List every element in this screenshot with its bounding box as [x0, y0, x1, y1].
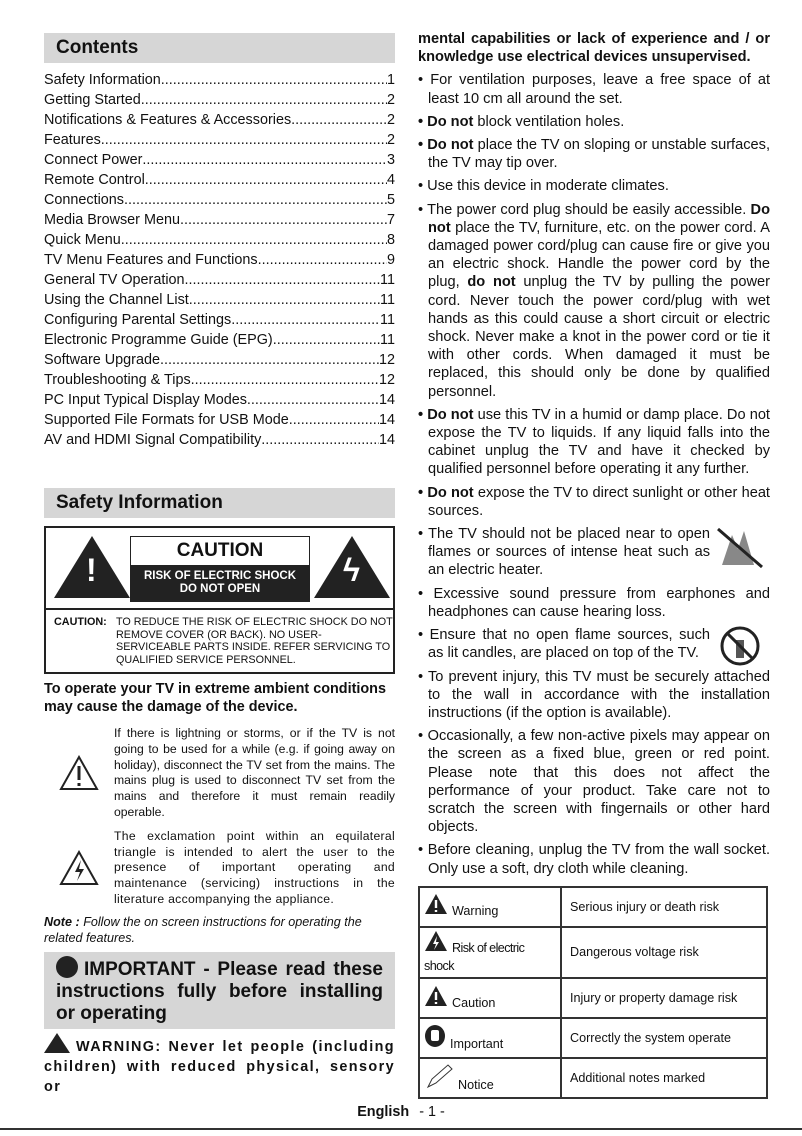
legend-label: Notice	[458, 1077, 494, 1092]
warning-icon	[44, 1033, 70, 1053]
no-candle-icon	[710, 626, 770, 667]
toc-label: Software Upgrade	[44, 352, 160, 368]
toc-entry[interactable]	[44, 270, 395, 290]
toc-label: Notifications & Features & Accessories	[44, 112, 292, 128]
extreme-conditions-text: To operate your TV in extreme ambient conditions may cause the damage of the device.	[44, 681, 386, 715]
paragraph: • Occasionally, a few non-active pixels may appear on the screen as a fixed blue, green or red point. Please note that this does not affect the performance of your product. Take care not to scratch the screen with fingernails or other hard objects.	[418, 728, 770, 836]
paragraph: • Ensure that no open flame sources, such as lit candles, are placed on top of the TV.	[418, 627, 710, 662]
toc-leader	[121, 230, 387, 250]
exclamation-paragraph: The exclamation point within an equilateral triangle is intended to alert the user to the presence of important operating and maintenance (servicing) instructions in the literature accompanying the appliance.	[114, 828, 395, 906]
toc-leader	[124, 190, 387, 210]
toc-entry[interactable]	[44, 230, 395, 250]
legend-label: Risk of electric shock	[424, 940, 525, 973]
legend-description: Serious injury or death risk	[561, 887, 767, 927]
toc-label: Media Browser Menu	[44, 212, 180, 228]
legend-description: Dangerous voltage risk	[561, 927, 767, 978]
caution-icon	[424, 985, 448, 1012]
toc-entry[interactable]	[44, 290, 395, 310]
legend-description: Injury or property damage risk	[561, 978, 767, 1018]
legend-row	[419, 927, 767, 978]
toc-page: 7	[386, 212, 395, 228]
caution-label-box	[44, 526, 395, 674]
important-heading	[44, 952, 395, 1029]
toc-page: 3	[386, 152, 395, 168]
toc-page: 14	[378, 412, 395, 428]
toc-entry[interactable]	[44, 90, 395, 110]
paragraph: • Before cleaning, unplug the TV from the wall socket. Only use a soft, dry cloth while cleaning.	[418, 842, 770, 877]
toc-page: 12	[378, 372, 395, 388]
exclamation-triangle-icon	[44, 726, 114, 821]
paragraph: • Excessive sound pressure from earphones and headphones can cause hearing loss.	[418, 585, 770, 620]
toc-leader	[273, 330, 380, 350]
toc-page: 9	[386, 252, 395, 268]
warning-text: WARNING: Never let people (including children) with reduced physical, sensory or	[44, 1038, 395, 1095]
caution-sub2: DO NOT OPEN	[179, 583, 261, 595]
warning-icon	[424, 893, 448, 920]
toc-label: Features	[44, 132, 101, 148]
exclamation-triangle-icon: !	[54, 536, 130, 598]
bottom-divider	[0, 1128, 802, 1130]
toc-entry[interactable]	[44, 410, 395, 430]
toc-leader	[247, 390, 379, 410]
toc-label: Safety Information	[44, 72, 161, 88]
lightning-triangle-icon: ϟ	[314, 536, 390, 598]
right-column	[418, 30, 770, 1099]
safety-heading: Safety Information	[44, 488, 395, 518]
no-fire-icon	[710, 525, 770, 585]
toc-leader	[261, 430, 379, 450]
toc-page: 5	[386, 192, 395, 208]
pencil-icon	[424, 1063, 454, 1094]
toc-leader	[291, 110, 387, 130]
toc-label: PC Input Typical Display Modes	[44, 392, 247, 408]
toc-page: 2	[386, 112, 395, 128]
toc-leader	[145, 170, 387, 190]
caution-title: CAUTION	[176, 540, 264, 561]
legend-description: Correctly the system operate	[561, 1018, 767, 1058]
toc-leader	[231, 310, 380, 330]
toc-label: Supported File Formats for USB Mode	[44, 412, 289, 428]
toc-leader	[142, 150, 387, 170]
toc-leader	[141, 90, 387, 110]
toc-leader	[189, 290, 380, 310]
toc-page: 4	[386, 172, 395, 188]
important-text: IMPORTANT - Please read these instructions fully before installing or operating	[56, 958, 383, 1024]
toc-label: Troubleshooting & Tips	[44, 372, 191, 388]
toc-page: 14	[378, 432, 395, 448]
toc-label: Getting Started	[44, 92, 141, 108]
toc-leader	[258, 250, 387, 270]
symbol-legend-table	[418, 886, 768, 1099]
toc-entry[interactable]	[44, 70, 395, 90]
footer-language: English	[357, 1104, 410, 1120]
paragraph: • Use this device in moderate climates.	[418, 178, 669, 195]
caution-text: TO REDUCE THE RISK OF ELECTRIC SHOCK DO NOT REMOVE COVER (OR BACK). NO USER-SERVICEABLE PARTS INSIDE. REFER SERVICING TO QUALIFIED SERVICE PERSONNEL.	[116, 616, 393, 666]
toc-entry[interactable]	[44, 110, 395, 130]
toc-entry[interactable]	[44, 430, 395, 450]
toc-label: AV and HDMI Signal Compatibility	[44, 432, 262, 448]
left-column	[44, 33, 395, 1097]
toc-label: Using the Channel List	[44, 292, 189, 308]
toc-leader	[191, 370, 379, 390]
legend-description: Additional notes marked	[561, 1058, 767, 1098]
electric-shock-icon	[424, 930, 448, 957]
toc-entry[interactable]	[44, 370, 395, 390]
page-number: - 1 -	[419, 1104, 445, 1120]
toc-page: 11	[380, 332, 395, 348]
paragraph: • The power cord plug should be easily accessible. Do not place the TV, furniture, etc. on the power cord. A damaged power cord/plug can cause fire or give you an electric shock. Handle the power cord by the plug, do not unplug the TV by pulling the power cord. Never touch the power cord/plug with wet hands as this could cause a short circuit or electric shock. Never make a knot in the power cord or tie it with other cords. When damaged it must be replaced, this should only be done by qualified personnel.	[418, 201, 770, 400]
toc-page: 14	[378, 392, 395, 408]
toc-page: 11	[380, 272, 395, 288]
legend-row	[419, 887, 767, 927]
paragraph: • Do not place the TV on sloping or unstable surfaces, the TV may tip over.	[418, 137, 770, 172]
toc-page: 1	[386, 72, 395, 88]
hand-icon	[56, 956, 78, 978]
toc-entry[interactable]	[44, 390, 395, 410]
paragraph: • For ventilation purposes, leave a free space of at least 10 cm all around the set.	[418, 72, 770, 107]
toc-leader	[185, 270, 381, 290]
toc-entry[interactable]	[44, 190, 395, 210]
legend-label: Caution	[452, 995, 496, 1010]
toc-entry[interactable]	[44, 150, 395, 170]
table-of-contents	[44, 70, 395, 450]
caution-label: CAUTION:	[54, 616, 107, 628]
lightning-paragraph: If there is lightning or storms, or if the TV is not going to be used for a while (e.g. if going away on holiday), disconnect the TV set from the mains. The mains plug is used to disconnect TV set from the mains and therefore it must remain readily operable.	[114, 726, 395, 819]
toc-leader	[161, 70, 387, 90]
toc-entry[interactable]	[44, 130, 395, 150]
toc-leader	[180, 210, 387, 230]
caution-sub1: RISK OF ELECTRIC SHOCK	[143, 570, 297, 582]
toc-label: Quick Menu	[44, 232, 121, 248]
toc-page: 12	[378, 352, 395, 368]
toc-page: 2	[386, 92, 395, 108]
legend-row	[419, 1058, 767, 1098]
hand-icon	[424, 1024, 446, 1053]
toc-entry[interactable]	[44, 330, 395, 350]
lightning-triangle-icon	[44, 829, 114, 908]
paragraph: • The TV should not be placed near to open flames or sources of intense heat such as an electric heater.	[418, 526, 710, 579]
toc-label: Remote Control	[44, 172, 145, 188]
legend-label: Important	[450, 1036, 504, 1051]
toc-label: Electronic Programme Guide (EPG)	[44, 332, 273, 348]
toc-leader	[289, 410, 379, 430]
toc-page: 11	[380, 292, 395, 308]
toc-entry[interactable]	[44, 170, 395, 190]
toc-label: Connect Power	[44, 152, 143, 168]
note-text: Follow the on screen instructions for operating the related features.	[44, 914, 362, 945]
paragraph: • To prevent injury, this TV must be securely attached to the wall in accordance with the installation instructions (if the option is available).	[418, 668, 770, 721]
toc-leader	[101, 130, 387, 150]
legend-label: Warning	[452, 904, 499, 919]
toc-leader	[160, 350, 379, 370]
legend-row	[419, 1018, 767, 1058]
toc-label: TV Menu Features and Functions	[44, 252, 258, 268]
contents-heading: Contents	[44, 33, 395, 63]
note-label: Note :	[44, 914, 80, 929]
toc-label: Connections	[44, 192, 124, 208]
footer	[0, 1104, 802, 1121]
toc-page: 11	[380, 312, 395, 328]
paragraph: • Do not use this TV in a humid or damp place. Do not expose the TV to liquids. If any liquid falls into the cabinet unplug the TV and have it checked by qualified personnel before operating it any further.	[418, 406, 770, 478]
paragraph: • Do not block ventilation holes.	[418, 113, 625, 130]
paragraph: mental capabilities or lack of experience and / or knowledge use electrical devices unsupervised.	[418, 31, 770, 66]
toc-entry[interactable]	[44, 210, 395, 230]
paragraph: • Do not expose the TV to direct sunlight or other heat sources.	[418, 484, 770, 519]
toc-label: Configuring Parental Settings	[44, 312, 232, 328]
toc-entry[interactable]	[44, 310, 395, 330]
toc-entry[interactable]	[44, 250, 395, 270]
toc-page: 8	[386, 232, 395, 248]
toc-label: General TV Operation	[44, 272, 185, 288]
toc-entry[interactable]	[44, 350, 395, 370]
legend-row	[419, 978, 767, 1018]
toc-page: 2	[386, 132, 395, 148]
